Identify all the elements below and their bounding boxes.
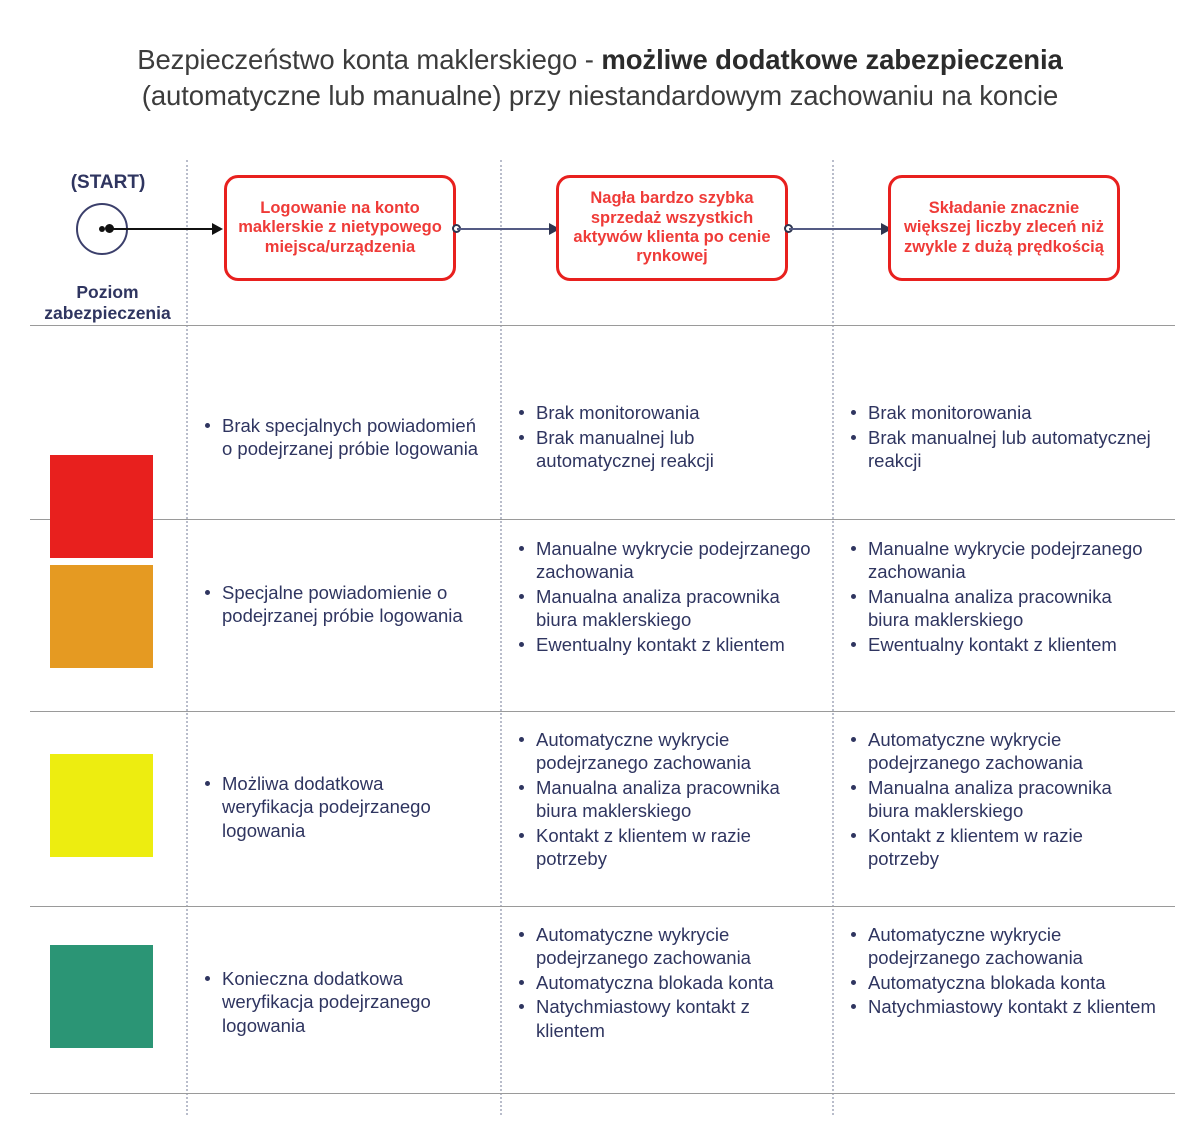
bullet-list bbox=[200, 581, 480, 629]
row-col2-cell bbox=[500, 714, 832, 872]
table-row bbox=[0, 355, 1200, 520]
bullet-list bbox=[846, 728, 1156, 872]
list-item: Możliwa dodatkowa weryfikacja podejrzanego logowania bbox=[200, 772, 480, 842]
list-item: Automatyczna blokada konta bbox=[846, 971, 1156, 994]
bullet-list bbox=[846, 537, 1156, 657]
connector-line bbox=[789, 228, 883, 230]
list-item: Manualne wykrycie podejrzanego zachowania bbox=[846, 537, 1156, 584]
list-item: Manualna analiza pracownika biura maklerskiego bbox=[846, 585, 1156, 632]
connector-box1-to-box2 bbox=[452, 223, 560, 235]
list-item: Brak specjalnych powiadomień o podejrzanej próbie logowania bbox=[200, 414, 480, 461]
row-divider-3 bbox=[30, 906, 1175, 907]
connector-box2-to-box3 bbox=[784, 223, 892, 235]
arrow-head-icon bbox=[212, 223, 223, 235]
level-color-swatch bbox=[50, 754, 153, 857]
process-box-3[interactable] bbox=[888, 175, 1120, 281]
list-item: Manualne wykrycie podejrzanego zachowania bbox=[514, 537, 816, 584]
row-col1-cell bbox=[186, 523, 500, 629]
table-row bbox=[0, 909, 1200, 1091]
bullet-list bbox=[514, 923, 816, 1043]
list-item: Ewentualny kontakt z klientem bbox=[514, 633, 816, 656]
title-line-2: (automatyczne lub manualne) przy niestandardowym zachowaniu na koncie bbox=[141, 79, 1059, 111]
list-item: Brak manualnej lub automatycznej reakcji bbox=[514, 426, 816, 473]
bullet-list bbox=[846, 401, 1156, 473]
row-col3-cell bbox=[832, 714, 1172, 872]
list-item: Manualna analiza pracownika biura maklerskiego bbox=[514, 776, 816, 823]
table-row bbox=[0, 523, 1200, 711]
level-color-swatch bbox=[50, 945, 153, 1048]
bullet-list bbox=[514, 728, 816, 872]
title-plain-text: Bezpieczeństwo konta maklerskiego - bbox=[137, 44, 602, 75]
security-level-label: Poziom zabezpieczenia bbox=[44, 282, 171, 324]
page-title bbox=[0, 42, 1200, 114]
connector-line bbox=[110, 228, 214, 230]
list-item: Automatyczne wykrycie podejrzanego zachowania bbox=[514, 728, 816, 775]
bullet-list bbox=[200, 967, 480, 1038]
level-color-swatch bbox=[50, 565, 153, 668]
process-box-3-label: Składanie znacznie większej liczby zleceń niż zwykle z dużą prędkością bbox=[904, 199, 1104, 256]
list-item: Brak manualnej lub automatycznej reakcji bbox=[846, 426, 1156, 473]
row-col2-cell bbox=[500, 401, 832, 473]
title-bold-text: możliwe dodatkowe zabezpieczenia bbox=[601, 44, 1063, 75]
process-box-2[interactable] bbox=[556, 175, 788, 281]
bullet-list bbox=[514, 537, 816, 657]
list-item: Specjalne powiadomienie o podejrzanej próbie logowania bbox=[200, 581, 480, 628]
list-item: Kontakt z klientem w razie potrzeby bbox=[514, 824, 816, 871]
connector-line bbox=[457, 228, 551, 230]
list-item: Ewentualny kontakt z klientem bbox=[846, 633, 1156, 656]
list-item: Natychmiastowy kontakt z klientem bbox=[846, 995, 1156, 1018]
row-divider-2 bbox=[30, 711, 1175, 712]
bullet-list bbox=[200, 772, 480, 843]
list-item: Brak monitorowania bbox=[514, 401, 816, 424]
bullet-list bbox=[200, 414, 480, 462]
list-item: Brak monitorowania bbox=[846, 401, 1156, 424]
list-item: Automatyczne wykrycie podejrzanego zachowania bbox=[846, 923, 1156, 970]
list-item: Automatyczna blokada konta bbox=[514, 971, 816, 994]
row-col3-cell bbox=[832, 523, 1172, 657]
list-item: Konieczna dodatkowa weryfikacja podejrzanego logowania bbox=[200, 967, 480, 1037]
row-col1-cell bbox=[186, 414, 500, 462]
list-item: Manualna analiza pracownika biura maklerskiego bbox=[846, 776, 1156, 823]
connector-start-to-box1 bbox=[105, 223, 223, 235]
list-item: Automatyczne wykrycie podejrzanego zachowania bbox=[514, 923, 816, 970]
list-item: Manualna analiza pracownika biura maklerskiego bbox=[514, 585, 816, 632]
row-col2-cell bbox=[500, 909, 832, 1043]
row-divider-bottom bbox=[30, 1093, 1175, 1094]
title-line-1 bbox=[0, 42, 1200, 78]
row-col1-cell bbox=[186, 909, 500, 1038]
list-item: Automatyczne wykrycie podejrzanego zachowania bbox=[846, 728, 1156, 775]
row-divider-top bbox=[30, 325, 1175, 326]
list-item: Natychmiastowy kontakt z klientem bbox=[514, 995, 816, 1042]
bullet-list bbox=[514, 401, 816, 473]
start-label: (START) bbox=[70, 172, 146, 193]
row-col3-cell bbox=[832, 401, 1172, 473]
process-box-1-label: Logowanie na konto maklerskie z nietypowego miejsca/urządzenia bbox=[238, 199, 442, 256]
flow-header bbox=[0, 160, 1200, 330]
row-col2-cell bbox=[500, 523, 832, 657]
bullet-list bbox=[846, 923, 1156, 1020]
process-box-1[interactable] bbox=[224, 175, 456, 281]
table-row bbox=[0, 714, 1200, 906]
row-col3-cell bbox=[832, 909, 1172, 1020]
list-item: Kontakt z klientem w razie potrzeby bbox=[846, 824, 1156, 871]
process-box-2-label: Nagła bardzo szybka sprzedaż wszystkich aktywów klienta po cenie rynkowej bbox=[573, 189, 771, 266]
row-col1-cell bbox=[186, 714, 500, 843]
